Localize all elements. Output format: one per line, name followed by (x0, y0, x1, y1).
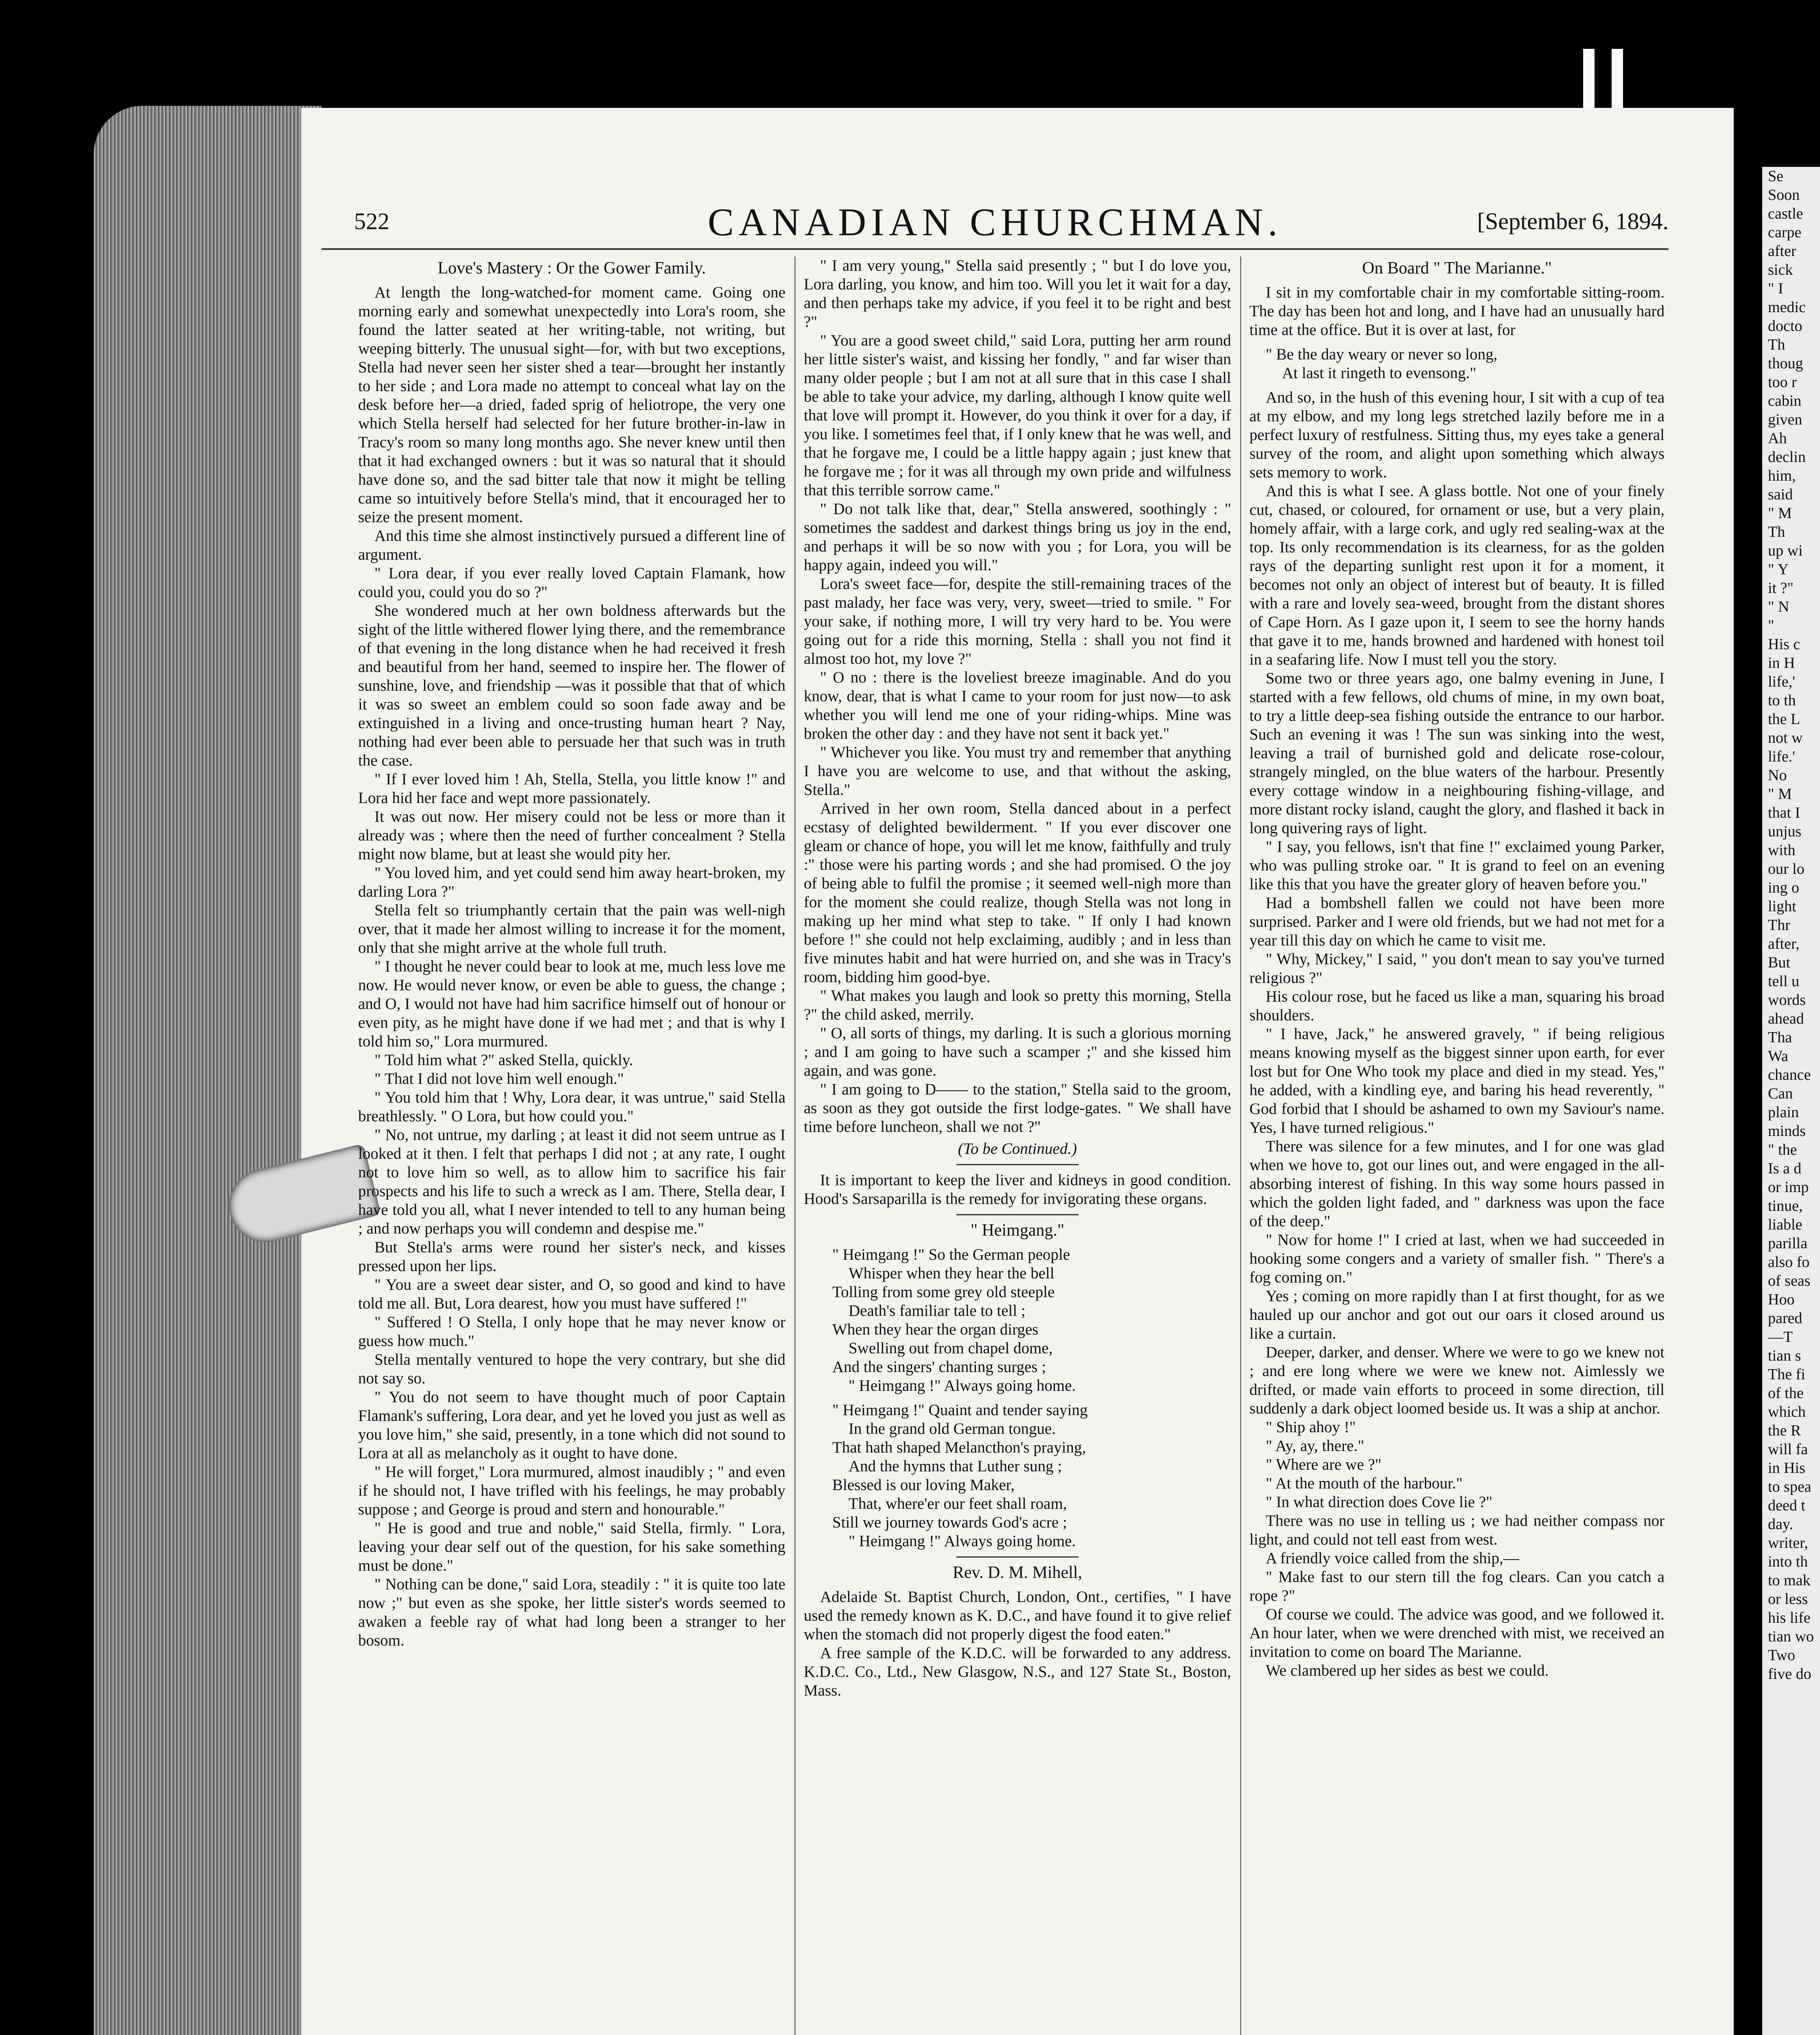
column-1 (358, 256, 785, 2035)
paragraph: " In what direction does Cove lie ?" (1266, 1493, 1493, 1511)
next-page-fragment: Hoo (1768, 1291, 1795, 1308)
next-page-fragment: not w (1768, 729, 1803, 746)
paragraph: " You loved him, and yet could send him away heart-broken, my darling Lora ?" (358, 864, 785, 900)
paragraph: Some two or three years ago, one balmy evening in June, I started with a few fellows, old chums of mine, in my own boat, to try a little deep-sea fishing outside the entrance to our harbor. Such an evening it was ! The sun was sinking into the west, leaving a trail of burnished gold and delicate rose-colour, strangely mingled, on the blue waters of the harbour. Presently every cottage window in a neighbouring fishing-village, and more distant rocky island, caught the glory, and flashed it back in long quivering rays of light. (1249, 670, 1665, 837)
paragraph: Of course we could. The advice was good, and we followed it. An hour later, when we were drenched with mist, we received an invitation to come on board The Marianne. (1249, 1606, 1665, 1661)
paragraph: " No, not untrue, my darling ; at least it did not seem untrue as I looked at it then. I felt that perhaps I did not ; at any rate, I ought not to love him so well, as to allow him to sacrifice his fair prospects and his life to such a wreck as I am. There, Stella dear, I have told you all, what I never intended to tell to any human being ; and now perhaps you will condemn and despise me." (358, 1126, 785, 1237)
advert-text: A free sample of the K.D.C. will be forwarded to any address. K.D.C. Co., Ltd., New Glasgow, N.S., and 127 State St., Boston, Mass. (804, 1644, 1231, 1699)
to-be-continued: (To be Continued.) (958, 1140, 1077, 1158)
paragraph: Deeper, darker, and denser. Where we were to go we knew not ; and ere long where we were we knew not. Aimlessly we drifted, or made vain efforts to proceed in some direction, till suddenly a dark object loomed beside us. It was a ship at anchor. (1249, 1344, 1665, 1417)
book-page-edges (94, 106, 322, 2035)
next-page-fragment: Tha (1768, 1029, 1792, 1046)
next-page-fragment: " Y (1768, 561, 1789, 578)
advert-text: Adelaide St. Baptist Church, London, Ont., certifies, " I have used the remedy known as K. D.C., and have found it to give relief when the stomach did not properly digest the food eaten." (804, 1588, 1231, 1643)
next-page-fragment: liable (1768, 1216, 1802, 1233)
next-page-fragment: tinue, (1768, 1197, 1803, 1214)
poem-line: Swelling out from chapel dome, (849, 1339, 1053, 1357)
next-page-fragment: Two (1768, 1647, 1796, 1664)
next-page-fragment: five do (1768, 1665, 1811, 1683)
next-page-fragment: No (1768, 767, 1787, 784)
next-page-fragment: his life (1768, 1609, 1811, 1626)
next-page-fragment: in His (1768, 1460, 1805, 1477)
next-page-fragment: of seas (1768, 1272, 1811, 1289)
next-page-fragment: " M (1768, 786, 1792, 803)
next-page-fragment: Thr (1768, 917, 1790, 934)
paragraph: She wondered much at her own boldness afterwards but the sight of the little withered flower lying there, and the remembrance of that evening in the long distance when he had received it fresh and beautiful from her hand, seemed to inspire her. The flower of sunshine, love, and friendship —was it possible that that of which it was so sweet an emblem could so soon fade away and be extinguished in a living and once-trusting human heart ? Nay, nothing had ever been able to persuade her that such was in truth the case. (358, 602, 785, 769)
paragraph: " Lora dear, if you ever really loved Captain Flamank, how could you, could you do so ?" (358, 565, 785, 601)
column-divider (1240, 256, 1241, 2035)
next-page-fragment: Se (1768, 168, 1783, 185)
poem-line: " Heimgang !" Quaint and tender saying (832, 1401, 1088, 1419)
paragraph: At length the long-watched-for moment came. Going one morning early and somewhat unexpectedly into Lora's room, she found the latter seated at her writing-table, not writing, but weeping bitterly. The unusual sight—for, with but two exceptions, Stella had never seen her sister shed a tear—brought her instantly to her side ; and Lora made no attempt to conceal what lay on the desk before her—a dried, faded sprig of heliotrope, the very one which Stella herself had selected for her future brother-in-law in Tracy's room so many long months ago. She never knew until then that it had exchanged owners : but it was so natural that it should have done so, and the sad bitter tale that now it might be telling came so intuitively before Stella's mind, that it encouraged her to seize the present moment. (358, 284, 785, 526)
next-page-edge (1762, 167, 1820, 2035)
next-page-fragment: tell u (1768, 973, 1800, 990)
paragraph: " Why, Mickey," I said, " you don't mean to say you've turned religious ?" (1249, 950, 1665, 987)
next-page-fragment: words (1768, 991, 1806, 1009)
next-page-fragment: Th (1768, 523, 1785, 540)
paragraph: " That I did not love him well enough." (374, 1070, 624, 1088)
next-page-fragment: ahead (1768, 1010, 1804, 1027)
next-page-fragment: after (1768, 243, 1796, 260)
paragraph: Had a bombshell fallen we could not have been more surprised. Parker and I were old friends, but we had not met for a year till this day on which he came to visit me. (1249, 894, 1665, 949)
next-page-fragment: " (1768, 617, 1774, 634)
paragraph: And this is what I see. A glass bottle. Not one of your finely cut, chased, or coloured, for ornament or use, but a very plain, homely affair, with a large cork, and ugly red sealing-wax at the top. Its only recommendation is its clearness, for as the golden rays of the departing sunlight rest upon it for a moment, it becomes not only an object of interest but of beauty. It is filled with a rare and lovely sea-weed, brought from the distant shores of Cape Horn. As I gaze upon it, I seem to see the horny hands that gave it to me, hands browned and hardened with honest toil in a seafaring life. Now I must tell you the story. (1249, 482, 1665, 668)
next-page-fragment: " M (1768, 505, 1792, 522)
next-page-fragment: medic (1768, 299, 1806, 316)
next-page-fragment: life.' (1768, 748, 1795, 765)
paragraph: Yes ; coming on more rapidly than I at first thought, for as we hauled up our anchor and got out our oars it closed around us like a curtain. (1249, 1287, 1665, 1342)
paragraph: I sit in my comfortable chair in my comfortable sitting-room. The day has been hot and long, and I have had an unusually hard time at the office. But it is over at last, for (1249, 284, 1665, 339)
quote-line: " Be the day weary or never so long, (1266, 346, 1498, 363)
paragraph: " I am very young," Stella said presently ; " but I do love you, Lora darling, you know, and him too. Will you let it wait for a day, and then perhaps take my advice, if you feel it to be right and best ?" (804, 257, 1231, 330)
paragraph: A friendly voice called from the ship,— (1266, 1549, 1519, 1567)
page-number: 522 (354, 208, 389, 234)
next-page-fragment: up wi (1768, 542, 1803, 559)
poem-title: " Heimgang." (970, 1221, 1065, 1240)
next-page-fragment: day. (1768, 1516, 1793, 1533)
column-3 (1249, 256, 1665, 2035)
paragraph: His colour rose, but he faced us like a man, squaring his broad shoulders. (1249, 988, 1665, 1024)
next-page-fragment: said (1768, 486, 1793, 503)
next-page-fragment: will fa (1768, 1441, 1808, 1458)
paragraph: " Told him what ?" asked Stella, quickly. (374, 1051, 633, 1069)
next-page-fragment: " N (1768, 598, 1789, 615)
next-page-fragment: writer, (1768, 1534, 1808, 1551)
paragraph: " You do not seem to have thought much of poor Captain Flamank's suffering, Lora dear, and yet he loved you just as well as you love him," she said, presently, in a tone which did not sound to Lora at all as melancholy as it ought to have done. (358, 1388, 785, 1462)
paragraph: " Make fast to our stern till the fog clears. Can you catch a rope ?" (1249, 1568, 1665, 1604)
poem-line: That, where'er our feet shall roam, (849, 1495, 1067, 1512)
next-page-fragment: Is a d (1768, 1160, 1802, 1177)
next-page-fragment: to th (1768, 692, 1796, 709)
next-page-fragment: " the (1768, 1141, 1797, 1158)
next-page-fragment: life,' (1768, 673, 1795, 690)
paragraph: And so, in the hush of this evening hour, I sit with a cup of tea at my elbow, and my long legs stretched lazily before me in a perfect luxury of restfulness. Sitting thus, my eyes take a general survey of the room, and alight upon something which always sets memory to work. (1249, 389, 1665, 481)
poem-line: Tolling from some grey old steeple (832, 1283, 1055, 1301)
paragraph: Stella mentally ventured to hope the very contrary, but she did not say so. (358, 1351, 785, 1387)
separator (956, 1556, 1078, 1558)
poem-line: That hath shaped Melancthon's praying, (832, 1439, 1086, 1456)
next-page-fragment: or imp (1768, 1179, 1809, 1196)
issue-date: [September 6, 1894. (1477, 208, 1669, 234)
paragraph: " At the mouth of the harbour." (1266, 1475, 1463, 1492)
next-page-fragment: given (1768, 411, 1802, 428)
poem-stanza (832, 1245, 1231, 1395)
paragraph: There was silence for a few minutes, and I for one was glad when we hove to, got our lines out, and were engaged in the all-absorbing interest of fishing. In this way some hours passed in which the golden light faded, and " darkness was upon the face of the deep." (1249, 1138, 1665, 1230)
next-page-fragment: —T (1768, 1328, 1793, 1346)
paragraph: " If I ever loved him ! Ah, Stella, Stella, you little know !" and Lora hid her face and wept more passionately. (358, 770, 785, 807)
separator (956, 1164, 1078, 1165)
next-page-fragment: castle (1768, 205, 1803, 222)
next-page-fragment: Ah (1768, 430, 1787, 447)
paragraph: " O, all sorts of things, my darling. It is such a glorious morning ; and I am going to have such a scamper ;" and she kissed him again, and was gone. (804, 1024, 1231, 1079)
hoods-advert: It is important to keep the liver and kidneys in good condition. Hood's Sarsaparilla is the remedy for invigorating these organs. (804, 1171, 1231, 1208)
next-page-fragment: His c (1768, 636, 1800, 653)
next-page-fragment: after, (1768, 935, 1800, 952)
next-page-fragment: tian wo (1768, 1628, 1814, 1645)
next-page-fragment: too r (1768, 374, 1797, 391)
next-page-fragment: Th (1768, 336, 1785, 353)
poem-line: " Heimgang !" Always going home. (849, 1532, 1076, 1550)
next-page-fragment: also fo (1768, 1254, 1810, 1271)
column-2 (804, 256, 1231, 2035)
quotation (1266, 345, 1665, 383)
paragraph: But Stella's arms were round her sister's neck, and kisses pressed upon her lips. (358, 1239, 785, 1275)
masthead-title: CANADIAN CHURCHMAN. (707, 200, 1283, 244)
paragraph: " He will forget," Lora murmured, almost inaudibly ; " and even if he should not, I have trifled with his feelings, he may probably suppose ; and George is proud and stern and honourable." (358, 1463, 785, 1518)
next-page-fragment: thoug (1768, 355, 1803, 372)
next-page-fragment: to mak (1768, 1572, 1811, 1589)
next-page-fragment: deed t (1768, 1497, 1805, 1514)
advert-title: Rev. D. M. Mihell, (952, 1563, 1083, 1582)
column-divider (794, 256, 796, 2035)
paragraph: " Do not talk like that, dear," Stella answered, soothingly : " sometimes the saddest and darkest things bring us joy in the end, and perhaps it will be so now with you ; for Lora, you will be happy again, indeed you will." (804, 500, 1231, 574)
quote-line: At last it ringeth to evensong." (1282, 364, 1477, 382)
next-page-fragment: in H (1768, 654, 1795, 672)
paragraph: Arrived in her own room, Stella danced about in a perfect ecstasy of delighted bewilderment. " If you ever discover one gleam or chance of hope, you will let me know, faithfully and truly :" those were his parting words ; and she had promised. O the joy of being able to fulfil the promise ; it seemed well-nigh more than for the moment she could realize, though Stella was not long in making up her mind what step to take. " If only I had known before !" she could not help exclaiming, audibly ; and in less than five minutes habit and hat were hurried on, and she was in Tracy's room, bidding him good-bye. (804, 800, 1231, 986)
next-page-fragment: that I (1768, 804, 1800, 821)
paragraph: " You are a sweet dear sister, and O, so good and kind to have told me all. But, Lora dearest, how you must have suffered !" (358, 1276, 785, 1312)
next-page-fragment: or less (1768, 1591, 1808, 1608)
next-page-fragment: cabin (1768, 392, 1802, 409)
next-page-fragment: The fi (1768, 1366, 1805, 1383)
page-header (322, 199, 1669, 248)
paragraph: " Ship ahoy !" (1266, 1418, 1356, 1436)
poem-line: When they hear the organ dirges (832, 1321, 1039, 1338)
paragraph: " You told him that ! Why, Lora dear, it was untrue," said Stella breathlessly. " O Lora, but how could you." (358, 1089, 785, 1125)
paragraph: There was no use in telling us ; we had neither compass nor light, and could not tell east from west. (1249, 1512, 1665, 1548)
next-page-fragment: the L (1768, 711, 1800, 728)
next-page-fragment: it ?" (1768, 580, 1794, 597)
poem-line: In the grand old German tongue. (849, 1420, 1056, 1438)
paragraph: " I have, Jack," he answered gravely, " if being religious means knowing myself as the biggest sinner upon earth, for ever lost but for One Who took my place and died in my stead. Yes," he added, with a kindling eye, and baring his head reverently, " God forbid that I should be ashamed to own my Saviour's name. Yes, I have turned religious." (1249, 1025, 1665, 1136)
paragraph: " Whichever you like. You must try and remember that anything I have you are welcome to use, and that without the asking, Stella." (804, 744, 1231, 799)
next-page-fragment: of the (1768, 1385, 1804, 1402)
paragraph: " Where are we ?" (1266, 1456, 1382, 1473)
next-page-fragment: the R (1768, 1422, 1801, 1439)
paragraph: " Now for home !" I cried at last, when we had succeeded in hooking some congers and a variety of smaller fish. " There's a fog coming on." (1249, 1231, 1665, 1286)
next-page-fragment: But (1768, 954, 1790, 971)
next-page-fragment: Can (1768, 1085, 1793, 1102)
paragraph: " I am going to D—— to the station," Stella said to the groom, as soon as they got outside the first lodge-gates. " We shall have time before luncheon, shall we not ?" (804, 1081, 1231, 1136)
next-page-fragment: carpe (1768, 224, 1802, 241)
next-page-fragment: Wa (1768, 1048, 1788, 1065)
next-page-fragment: declin (1768, 449, 1806, 466)
next-page-fragment: minds (1768, 1123, 1806, 1140)
poem-line: And the hymns that Luther sung ; (849, 1457, 1062, 1475)
next-page-fragment: ing o (1768, 879, 1800, 896)
paragraph: It was out now. Her misery could not be less or more than it already was ; where then the need of further concealment ? Stella might now blame, but at least she would pity her. (358, 808, 785, 863)
paragraph: Lora's sweet face—for, despite the still-remaining traces of the past malady, her face was very, very, sweet—tried to smile. " For your sake, if nothing more, I will try very hard to be. You were going out for a ride this morning, Stella : shall you not find it almost too hot, my love ?" (804, 575, 1231, 667)
paragraph: " Ay, ay, there." (1266, 1437, 1364, 1455)
next-page-fragment: into th (1768, 1553, 1808, 1570)
paragraph: Stella felt so triumphantly certain that the pain was well-nigh over, that it made her almost willing to increase it for the moment, only that she might arrive at the whole full truth. (358, 902, 785, 956)
paragraph: " He is good and true and noble," said Stella, firmly. " Lora, leaving your dear self out of the question, for his sake something must be done." (358, 1519, 785, 1574)
next-page-fragment: parilla (1768, 1235, 1808, 1252)
next-page-fragment: light (1768, 898, 1796, 915)
article-title: On Board " The Marianne." (1362, 259, 1552, 278)
next-page-fragment: Soon (1768, 186, 1800, 204)
poem-line: " Heimgang !" Always going home. (849, 1377, 1076, 1394)
paragraph: We clambered up her sides as best we could. (1266, 1662, 1549, 1679)
poem-line: Still we journey towards God's acre ; (832, 1514, 1067, 1531)
header-rule (322, 248, 1669, 250)
paragraph: " What makes you laugh and look so pretty this morning, Stella ?" the child asked, merrily. (804, 987, 1231, 1023)
poem-line: And the singers' chanting surges ; (832, 1358, 1046, 1376)
next-page-fragment: which (1768, 1403, 1806, 1420)
poem-line: Death's familiar tale to tell ; (849, 1302, 1026, 1319)
next-page-fragment: our lo (1768, 860, 1805, 877)
next-page-fragment: tian s (1768, 1347, 1801, 1364)
poem-line: Whisper when they hear the bell (849, 1265, 1054, 1282)
next-page-fragment: plain (1768, 1104, 1799, 1121)
poem-line: Blessed is our loving Maker, (832, 1476, 1015, 1494)
separator (956, 1214, 1078, 1215)
paragraph: " Nothing can be done," said Lora, steadily : " it is quite too late now ;" but even as she spoke, her little sister's words seemed to awaken a feeble ray of what had long been a stranger to her bosom. (358, 1575, 785, 1649)
poem-stanza (832, 1401, 1231, 1551)
next-page-fragment: " I (1768, 280, 1783, 297)
next-page-fragment: to spea (1768, 1478, 1811, 1495)
poem-line: " Heimgang !" So the German people (832, 1246, 1070, 1263)
next-page-fragment: unjus (1768, 823, 1802, 840)
next-page-fragment: docto (1768, 317, 1802, 335)
paragraph: And this time she almost instinctively pursued a different line of argument. (358, 527, 785, 563)
paragraph: " I thought he never could bear to look at me, much less love me now. He would never know, or even be able to guess, the change ; and O, I would not have had him sacrifice himself out of honour or even pity, as he might have done if we had met ; and that is why I told him so," Lora murmured. (358, 958, 785, 1050)
next-page-fragment: chance (1768, 1066, 1811, 1083)
paragraph: " O no : there is the loveliest breeze imaginable. And do you know, dear, that is what I came to your room for just now—to ask whether you will lend me one of your riding-whips. Mine was broken the other day : and they have not sent it back yet." (804, 669, 1231, 742)
article-title: Love's Mastery : Or the Gower Family. (438, 259, 706, 278)
next-page-fragment: sick (1768, 261, 1793, 278)
paragraph: " You are a good sweet child," said Lora, putting her arm round her little sister's waist, and kissing her fondly, " and far wiser than many older people ; but I am not at all sure that in this case I shall be able to take your advice, my darling, although I know quite well that love will prompt it. However, do you think it over for a day, if you like. I sometimes feel that, if I only knew that he was well, and that he forgave me, I could be a little happy again ; just knew that he forgave me ; for it was all through my own pride and wilfulness that this terrible sorrow came." (804, 332, 1231, 499)
paragraph: " I say, you fellows, isn't that fine !" exclaimed young Parker, who was pulling stroke oar. " It is grand to feel on an evening like this that you have the greater glory of heaven before you." (1249, 838, 1665, 893)
next-page-fragment: with (1768, 842, 1796, 859)
paragraph: " Suffered ! O Stella, I only hope that he may never know or guess how much." (358, 1313, 785, 1350)
next-page-fragment: pared (1768, 1310, 1802, 1327)
next-page-fragment: him, (1768, 467, 1796, 484)
